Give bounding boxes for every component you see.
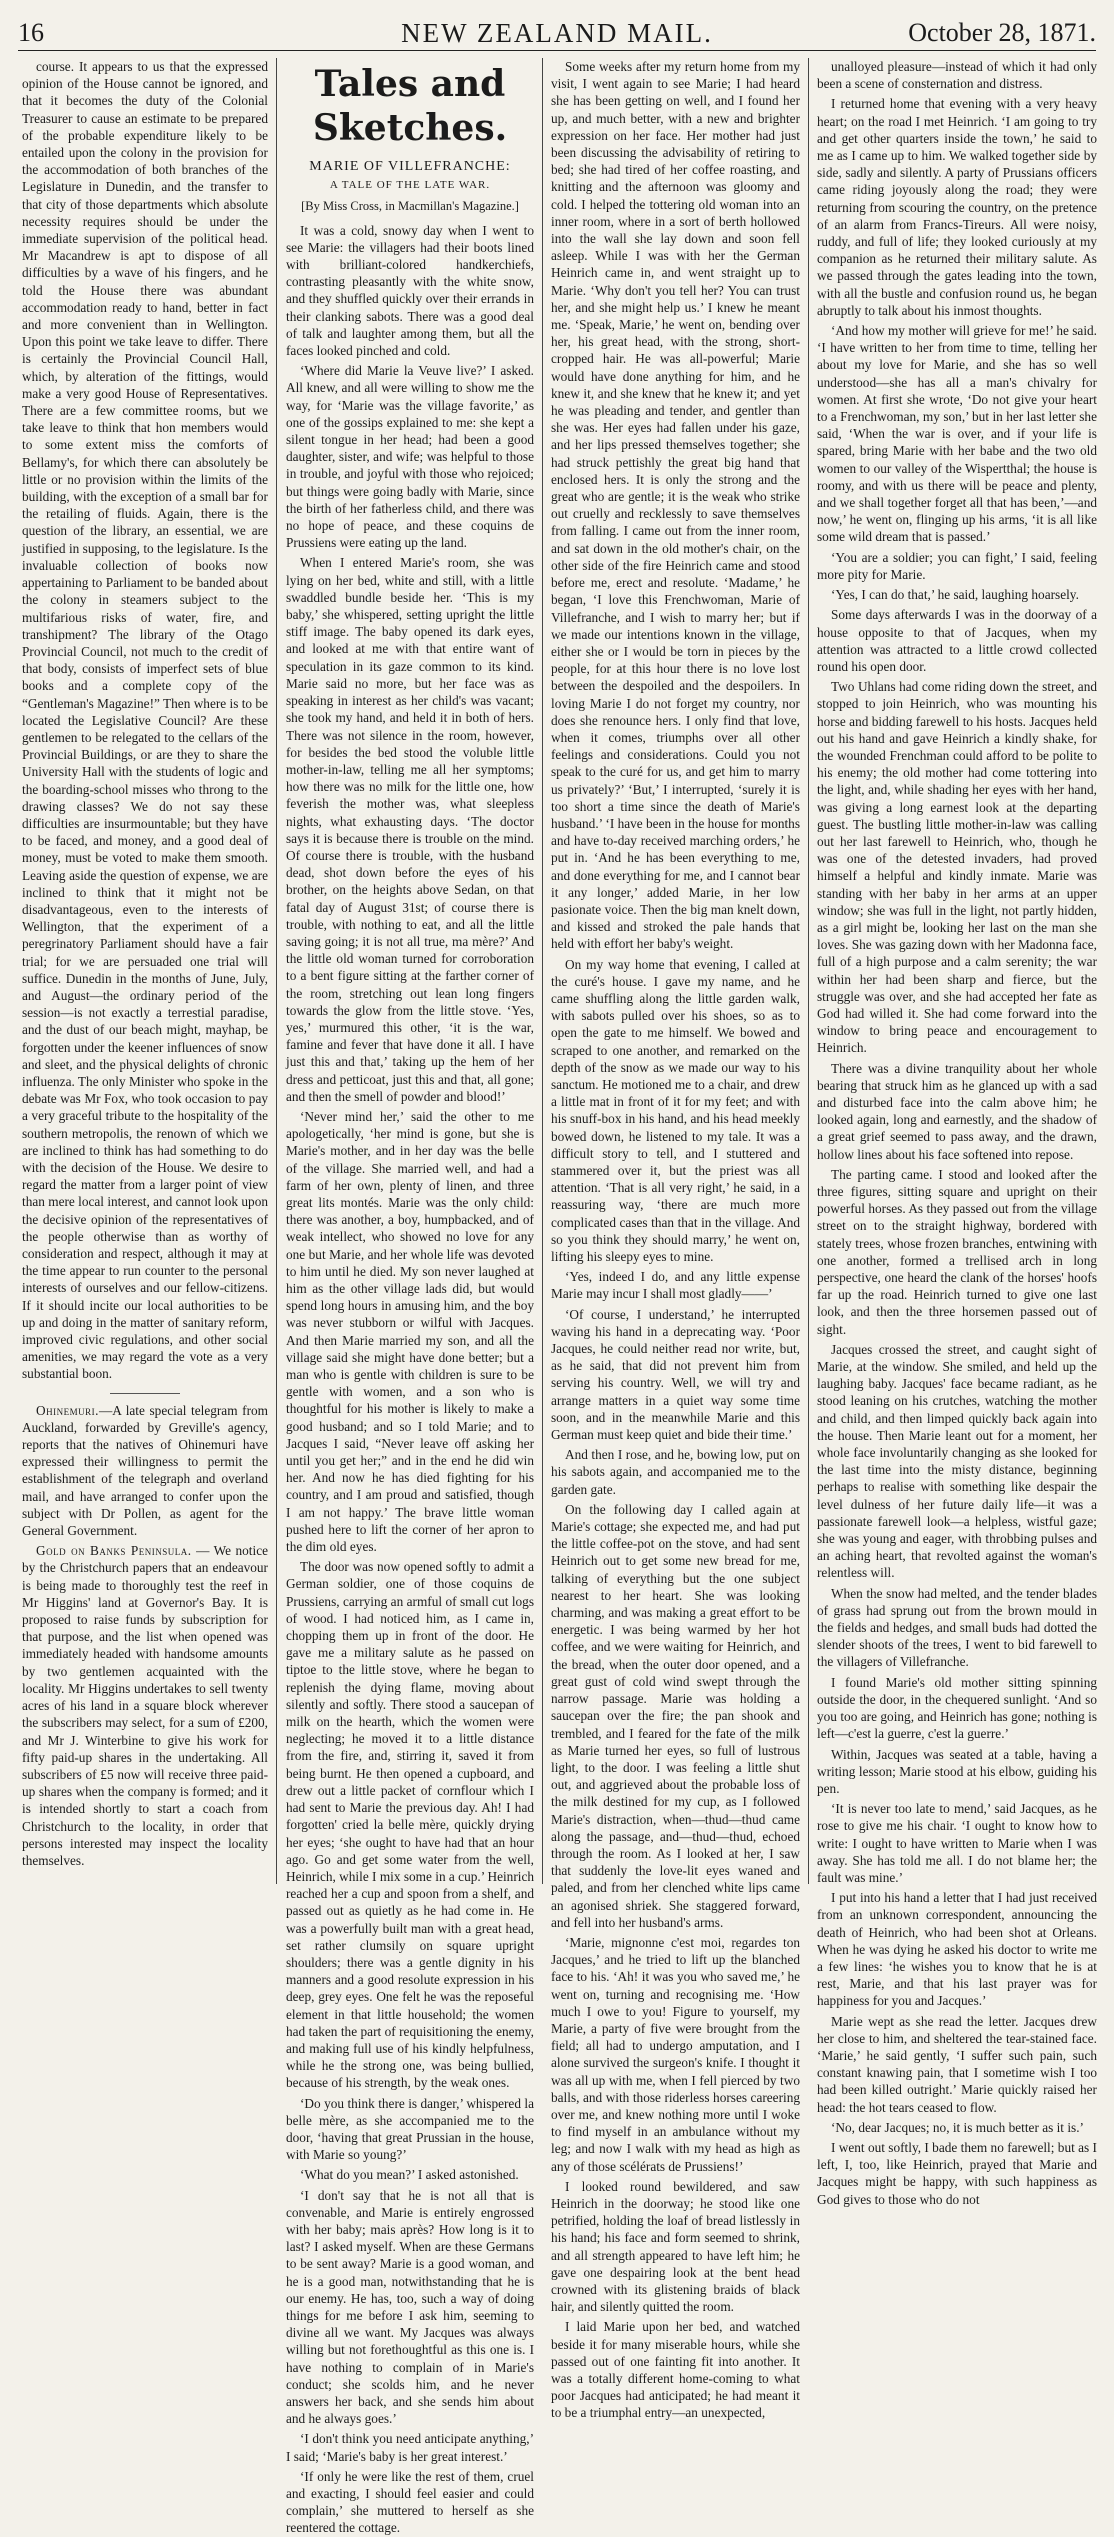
story-paragraph: ‘I don't say that he is not all that is convenable, and Marie is entirely engrossed with her baby; mais après? How long is it to last? I asked myself. When are these Germans to be sent away? Marie is a good woman, and he is a good man, notwithstanding that he is our enemy. He has, too, such a way of doing things for me before I ask him, seeming to divine all we want. My Jacques was always willing but not forethoughtful as this one is. I have nothing to complain of in Marie's conduct; she scolds him, and he never answers her back, and she sends him about and he always goes.’: [286, 2187, 534, 2427]
story-paragraph: When the snow had melted, and the tender blades of grass had sprung out from the brown mould in the fields and hedges, and small buds had dotted the slender shoots of the trees, I went to bid farewell to the villagers of Villefranche.: [817, 1585, 1097, 1670]
column-1: [22, 58, 268, 1884]
column-divider: [808, 58, 809, 1884]
story-paragraph: On the following day I called again at Marie's cottage; she expected me, and had put the little coffee-pot on the stove, and had sent Heinrich out to get some new bread for me, talking of everything but the one subject nearest to her heart. She was looking charming, and was making a great effort to be energetic. I was being warmed by her hot coffee, and we were waiting for Heinrich, and the bread, when the outer door opened, and a great gust of cold wind swept through the narrow passage. Marie was holding a saucepan over the fire; the pan shook and trembled, and I feared for the fate of the milk as Marie turned her eyes, so full of lustrous light, to the door. I was feeling a little shut out, and aggrieved about the probable loss of the milk destined for my cup, as I followed Marie's distraction, when—thud—thud came along the passage, and—thud—thud, echoed through the room. As I looked at her, I saw that suddenly the love-lit eyes waned and paled, and from her clenched white lips came an agonised shriek. She staggered forward, and fell into her husband's arms.: [551, 1501, 800, 1930]
column-divider: [276, 58, 277, 1884]
story-paragraph: Jacques crossed the street, and caught sight of Marie, at the window. She smiled, and held up the laughing baby. Jacques' face became radiant, as he stood leaning on his crutches, watching the mother and child, and then limped quickly back again into the house. Then Marie leant out for a moment, her whole face involuntarily changing as she looked for the last time into the misty distance, beginning perhaps to realise with something like despair the level dulness of her future daily life—it was a passionate farewell look—a helpless, wistful gaze; she was young and eager, with throbbing pulses and an aching heart, that revolted against the woman's relentless will.: [817, 1341, 1097, 1581]
item-text: — We notice by the Christchurch papers that an endeavour is being made to thoroughly test the reef in Mr Higgins' land at Governor's Bay. It is proposed to raise funds by subscription for that purpose, and the list when opened was immediately headed with handsome amounts by two gentlemen acquainted with the locality. Mr Higgins undertakes to sell twenty acres of his land in a square block wherever the subscribers may select, for a sum of £200, and Mr J. Winterbine to give his work for fifty paid-up shares in the undertaking. All subscribers of £5 now will receive three paid-up shares when the company is formed; and it is intended shortly to start a coach from Christchurch to the locality, in order that persons interested may inspect the locality themselves.: [22, 1543, 268, 1868]
story-subtitle: A TALE OF THE LATE WAR.: [329, 179, 491, 192]
story-paragraph: I put into his hand a letter that I had just received from an unknown correspondent, announcing the death of Heinrich, who had been shot at Orleans. When he was dying he asked his doctor to write me a few lines: ‘he wishes you to know that he is at rest, Marie, and that his last prayer was for happiness for you and Jacques.’: [817, 1890, 1097, 2009]
section-divider: [110, 1393, 180, 1394]
story-paragraph: I looked round bewildered, and saw Heinrich in the doorway; he stood like one petrified, holding the loaf of bread listlessly in his hand; his face and form seemed to shrink, and all strength appeared to have left him; he gave one despairing look at the bent head crowned with its glistening braids of black hair, and silently quitted the room.: [551, 2178, 800, 2315]
story-paragraph: ‘What do you mean?’ I asked astonished.: [300, 2167, 519, 2183]
story-paragraph: ‘And how my mother will grieve for me!’ he said. ‘I have written to her from time to time, telling her about my love for Marie, and she has so well understood—she has all a man's chivalry for women. At first she wrote, ‘Do not give your heart to a Frenchwoman, my son,’ but in her last letter she said, ‘When the war is over, and if your life is spared, bring Marie with her babe and the two old women to our valley of the Wispertthal; the house is roomy, and with us there will be peace and plenty, and we shall together forget all that has been,’—and now,’ he went on, flinging up his arms, ‘it is all like some wild dream that is passed.’: [817, 323, 1097, 545]
story-paragraph: I found Marie's old mother sitting spinning outside the door, in the chequered sunlight. ‘And so you too are going, and Heinrich has gone; nothing is left—c'est la guerre, c'est la guerre.’: [817, 1674, 1097, 1742]
story-paragraph: unalloyed pleasure—instead of which it had only been a scene of consternation and distress.: [817, 59, 1097, 92]
column-divider: [542, 58, 543, 1884]
story-paragraph: On my way home that evening, I called at the curé's house. I gave my name, and he came shuffling along the little garden walk, with sabots pulled over his shoes, so as to open the gate to me himself. We bowed and scraped to one another, and remarked on the depth of the snow as we made our way to his sanctum. He motioned me to a chair, and drew a little mat in front of it for my feet; and with his snuff-box in his hand, and his head meekly bowed down, he listened to my tale. It was a difficult story to tell, and I stuttered and stammered over it, but the priest was all attention. ‘That is all very right,’ he said, in a reassuring way, ‘there are much more complicated cases than that in the village. And so you think they should marry,’ he went on, lifting his sleepy eyes to mine.: [551, 956, 800, 1265]
story-paragraph: Marie wept as she read the letter. Jacques drew her close to him, and sheltered the tear-stained face. ‘Marie,’ he said gently, ‘I suffer such pain, such constant knawing pain, that I sometime wish I too had been killed outright.’ Marie quickly raised her head: the hot tears ceased to flow.: [817, 2013, 1097, 2115]
issue-date: October 28, 1871.: [908, 18, 1096, 47]
story-paragraph: The door was now opened softly to admit a German soldier, one of those coquins de Prussiens, carrying an armful of small cut logs of wood. I had noticed him, as I came in, chopping them up in front of the door. He gave me a military salute as he passed on tiptoe to the little stove, where he began to replenish the dying flame, moving about silently and softly. There stood a saucepan of milk on the hearth, which the women were neglecting; he moved it to a little distance from the fire, and, stirring it, saved it from being burnt. He then opened a cupboard, and drew out a little packet of cornflour which I had sent to Marie the previous day. Ah! I had forgotten' cried la belle mère, quickly drying her eyes; ‘she ought to have had that an hour ago. Go and get some water from the well, Heinrich, while I mix some in a cup.’ Heinrich reached her a cup and spoon from a shelf, and passed out as quietly as he had come in. He was a powerfully built man with a great head, set rather clumsily on square upright shoulders; there was a gentle dignity in his manners and a good resolute expression in his deep, grey eyes. One felt he was the reposeful element in that little household; the women had taken the part of requisitioning the enemy, and making full use of his kindly helpfulness, while he the strong one, was being bullied, because of his strength, by the weak ones.: [286, 1559, 534, 2091]
story-paragraph: ‘Where did Marie la Veuve live?’ I asked. All knew, and all were willing to show me the way, for ‘Marie was the village favorite,’ as one of the gossips explained to me: she kept a silent tongue in her head; had been a good daughter, sister, and wife; was helpful to those in trouble, and joyful with those who rejoiced; but things were going badly with Marie, since the birth of her fatherless child, and there was no hope of peace, and these coquins de Prussiens were eating up the land.: [286, 363, 534, 551]
story-paragraph: The parting came. I stood and looked after the three figures, sitting square and upright on their powerful horses. As they passed out from the village street on to the straight highway, bordered with stately trees, whose frozen branches, entwining with one another, formed a trellised arch in long perspective, one heard the clank of the horses' hoofs far up the road. Heinrich turned to give one last look, and then the three horsemen passed out of sight.: [817, 1166, 1097, 1337]
story-paragraph: Within, Jacques was seated at a table, having a writing lesson; Marie stood at his elbow, guiding his pen.: [817, 1746, 1097, 1796]
story-paragraph: It was a cold, snowy day when I went to see Marie: the villagers had their boots lined with brilliant-colored handkerchiefs, contrasting pleasantly with the white snow, and they shuffled quickly over their errands in their clanking sabots. There was a good deal of talk and laughter among them, but all the faces looked pinched and cold.: [286, 222, 534, 359]
story-paragraph: ‘Marie, mignonne c'est moi, regardes ton Jacques,’ and he tried to lift up the blanched face to his. ‘Ah! it was you who saved me,’ he went on, turning and recognising me. ‘How much I owe to you! Figure to yourself, my Marie, a party of five were brought from the field; all had to undergo amputation, and I alone survived the surgeon's knife. I thought it was all up with me, when I fell pierced by two balls, and with those riderless horses careering over me, and knew nothing more until I woke to find myself in an ambulance without my leg; and now I walk with my head as high as any of those scélérats de Prussiens!’: [551, 1934, 800, 2174]
story-paragraph: Some weeks after my return home from my visit, I went again to see Marie; I had heard she has been getting on well, and I found her up, and much better, with a new and brighter expression on her face. Her mother had just been discussing the advisability of retiring to bed; she had tired of her coffee roasting, and knitting and the afternoon was gloomy and cold. I helped the tottering old woman into an inner room, where in a sort of berth hollowed into the wall she lay down and soon fell asleep. While I was with her the German Heinrich came in, and went straight up to Marie. ‘Why don't you tell her? You can trust her, and she might help us.’ I knew he meant me. ‘Speak, Marie,’ he went on, bending over her, his great head, with the strong, short-cropped hair. He was all-powerful; Marie would have done anything for him, and he knew it, and she knew that he knew it; and yet he was pleading and tender, and gentler than she was. Her eyes had fallen under his gaze, and her lips pressed themselves together; she had struck pettishly the great big hand that enclosed hers. It is only the strong and the great who are gentle; it is the weak who strike out cruelly and recklessly to save themselves from falling. I came out from the inner room, and sat down in the old mother's chair, on the other side of the fire Heinrich came and stood before me, erect and resolute. ‘Madame,’ he began, ‘I love this Frenchwoman, Marie of Villefranche, and I wish to marry her; but if we made our intentions known in the village, either she or I would be torn in pieces by the people, for at this hour there is no love lost between the despoiled and the despoilers. In loving Marie I do not forget my country, nor does she renounce hers. I only find that love, when it comes, triumphs over all other feelings and considerations. Could you not speak to the curé for us, and get him to marry us privately?’ ‘But,’ I interrupted, ‘surely it is too short a time since the death of Marie's husband.’ ‘I have been in the house for months and have to-day received marching orders,’ he put in. ‘And he has been everything to me, and done everything for me, and I cannot bear it any longer,’ added Marie, in her low pasionate voice. Then the big man knelt down, and kissed and stroked the pale hands that held with effort her baby's weight.: [551, 59, 801, 952]
paper-name: NEW ZEALAND MAIL.: [401, 18, 713, 48]
story-paragraph: Some days afterwards I was in the doorway of a house opposite to that of Jacques, when my attention was attracted to a little crowd collected round his open door.: [817, 607, 1097, 674]
story-paragraph: ‘Never mind her,’ said the other to me apologetically, ‘her mind is gone, but she is Marie's mother, and in her day was the belle of the village. She married well, and had a farm of her own, plenty of linen, and three great lits montés. Marie was the only child: there was another, a boy, humpbacked, and of weak intellect, who showed no love for any one but Marie, and her whole life was devoted to him until he died. My son never laughed at him as the other village lads did, but would spend long hours in amusing him, and the boy was never stubborn or wilful with Jacques. And then Marie married my son, and all the village said she might have done better; but a man who is gentle with children is sure to be gentle with women, and a son who is thoughtful for his mother is likely to make a good husband; and so I told Marie; and to Jacques I said, “Never leave off asking her until you get her;” and in the end he did win her. And now he has died fighting for his country, and I am proud and satisfied, though I am not happy.’ The brave little woman pushed here to lift the corner of her apron to the dim old eyes.: [286, 1108, 534, 1555]
story-paragraph: ‘I don't think you need anticipate anything,’ I said; ‘Marie's baby is her great interest.’: [286, 2431, 534, 2464]
item-lead: Ohinemuri.: [36, 1402, 99, 1418]
story-paragraph: ‘You are a soldier; you can fight,’ I said, feeling more pity for Marie.: [817, 549, 1097, 582]
masthead-rule: [18, 50, 1096, 51]
story-title: MARIE OF VILLEFRANCHE:: [309, 159, 511, 174]
story-paragraph: I laid Marie upon her bed, and watched beside it for many miserable hours, while she passed out of one fainting fit into another. It was a totally different home-coming to what poor Jacques had anticipated; he had meant it to be a triumphal entry—an unexpected,: [551, 2319, 800, 2421]
column-4: [817, 58, 1097, 2207]
story-paragraph: ‘No, dear Jacques; no, it is much better as it is.’: [831, 2119, 1084, 2135]
story-paragraph: There was a divine tranquility about her whole bearing that struck him as he glanced up with a sad and disturbed face into the calm above him; he looked again, long and earnestly, and the shadow of a great grief seemed to pass away, and the drawn, hollow lines about his face softened into repose.: [817, 1060, 1097, 1162]
column-3: [551, 58, 801, 2421]
story-paragraph: Two Uhlans had come riding down the street, and stopped to join Heinrich, who was mounting his horse and bidding farewell to his hosts. Jacques held out his hand and gave Heinrich a kindly shake, for the wounded Frenchman could afford to be polite to his enemy; the old mother had come tottering into the light, and, while shading her eyes with her hand, was giving a long earnest look at the departing guest. The bustling little mother-in-law was calling out her last farewell to Heinrich, who, though he was one of the detested invaders, had proved himself a helpful and kindly inmate. Marie was standing with her baby in her arms at an upper window; she was full in the light, not partly hidden, as a girl might be, looking her last on the man she loves. She was gazing down with her Madonna face, full of a high purpose and a calm serenity; the war within her had been sharp and fierce, but the struggle was over, and she had accepted her fate as God had willed it. She had come forward into the window to bring peace and encouragement to Heinrich.: [817, 679, 1097, 1056]
item-lead: Gold on Banks Peninsula.: [36, 1543, 192, 1559]
story-paragraph: I went out softly, I bade them no farewell; but as I left, I, too, like Heinrich, prayed that Marie and Jacques might be happy, with such happiness as God gives to those who do not: [817, 2139, 1097, 2207]
section-heading: Tales and Sketches.: [312, 63, 508, 149]
column-2: [286, 58, 534, 2536]
story-paragraph: ‘Yes, indeed I do, and any little expense Marie may incur I shall most gladly——’: [551, 1269, 800, 1302]
story-paragraph: When I entered Marie's room, she was lying on her bed, white and still, with a little swaddled bundle beside her. ‘This is my baby,’ she whispered, setting upright the little stiff image. The baby opened its dark eyes, and looked at me with that entire want of speculation in its gaze common to its kind. Marie said no more, but her face was as speaking in interest as her child's was vacant; she took my hand, and held it in both of hers. There was not silence in the room, however, for besides the bed stood the voluble little mother-in-law, telling me all her symptoms; how there was no milk for the little one, how feverish the mother was, what sleepless nights, what exhausting days. ‘The doctor says it is because there is trouble on the mind. Of course there is trouble, with the husband dead, shot down before the eyes of his brother, on the heights above Sedan, on that fatal day of August 31st; of course there is trouble, with nothing to eat, and all the little saving going; it is not all true, ma mère?’ And the little old woman turned for corroboration to a bent figure sitting at the farther corner of the room, stretching out lean long fingers towards the glow from the little stove. ‘Yes, yes,’ murmured this other, ‘it is the war, famine and fever that have done it all. I have just this and that,’ taking up the hem of her dress and petticoat, just this and that, all gone; and then the smell of powder and blood!’: [286, 555, 534, 1104]
story-paragraph: ‘It is never too late to mend,’ said Jacques, as he rose to give me his chair. ‘I ought to know how to write: I ought to have written to Marie when I was away. She has told me all. I do not blame her; the fault was mine.’: [817, 1801, 1097, 1885]
masthead: [18, 14, 1096, 48]
story-paragraph: ‘Yes, I can do that,’ he said, laughing hoarsely.: [831, 587, 1079, 603]
article-paragraph: course. It appears to us that the expressed opinion of the House cannot be ignored, and that it becomes the duty of the Colonial Treasurer to cause an estimate to be prepared of the probable expenditure likely to be entailed upon the colony in the provision for the accommodation of both branches of the Legislature in Dunedin, and the transfer to that city of those departments which absolute necessity requires should be under the immediate supervision of the political head. Mr Macandrew is apt to dispose of all difficulties by a wave of his fingers, and he told the House there was abundant accommodation ready to hand, better in fact and more convenient than in Wellington. Upon this point we take leave to differ. There is certainly the Provincial Council Hall, which, by alteration of the fittings, would make a very good House of Representatives. There are a few committee rooms, but we take leave to think that hon members would to some extent miss the comforts of Bellamy's, for which there can absolutely be little or no provision within the limits of the building, with the exception of a small bar for the retailing of fluids. Again, there is the question of the library, an essential, we are justified in supposing, to the legislature. Is the invaluable collection of books now appertaining to Parliament to be banded about the colony in steamers subject to the multifarious risks of water, fire, and transhipment? The library of the Otago Provincial Council, not much to the credit of that body, consists of imperfect sets of blue books and a complete copy of the “Gentleman's Magazine!” Then where is to be located the Legislative Council? Are these gentlemen to be relegated to the cellars of the Provincial Buildings, or are they to share the University Hall with the students of logic and the boarding-school misses who throng to the drawing classes? We do not say these difficulties are insurmountable; but they have to be faced, and money, and a good deal of money, must be voted to make them smooth. Leaving aside the question of expense, we are inclined to think that it might not be disadvantageous, even to the interests of Wellington, that the experiment of a peregrinatory Parliament should have a fair trial; for we are persuaded one trial will suffice. Dunedin in the months of June, July, and August—the ordinary period of the session—is not exactly a terrestial paradise, and the dust of our beach might, mayhap, be forgotten under the keener influences of snow and sleet, and the physical delights of chronic influenza. The only Minister who spoke in the debate was Mr Fox, who took occasion to pay a very graceful tribute to the hospitality of the southern metropolis, the renown of which we are inclined to think has had something to do with the decision of the House. We desire to regard the matter from a larger point of view than mere local interest, and cannot look upon the decisive opinion of the representatives of the people otherwise than as worthy of consideration and respect, although it may at the time appear to run counter to the personal interests of ourselves and our fellow-citizens. If it should incite our local authorities to be up and doing in the matter of sanitary reform, improved civic regulations, and other social amenities, we may regard the vote as a very substantial boon.: [22, 59, 268, 1382]
story-paragraph: I returned home that evening with a very heavy heart; on the road I met Heinrich. ‘I am going to try and get other quarters inside the town,’ he said to me as I came up to him. We walked together side by side, sadly and silently. A party of Prussians officers came riding joyously along the road; they were returning from scouring the country, on the pretence of an alarm from Francs-Tireurs. All were noisy, ruddy, and full of life; they looked curiously at my companion as he returned their military salute. As we passed through the gates leading into the town, with all the bustle and confusion round us, he began abruptly to talk about his inmost thoughts.: [817, 96, 1097, 318]
item-text: —A late special telegram from Auckland, forwarded by Greville's agency, reports that the natives of Ohinemuri have expressed their willingness to permit the establishment of the telegraph and overland mail, and have arranged to confer upon the subject with Dr Pollen, as agent for the General Government.: [22, 1402, 268, 1539]
story-byline: [By Miss Cross, in Macmillan's Magazine.]: [301, 199, 519, 214]
ohinemuri-item: [22, 1402, 268, 1540]
story-paragraph: ‘Of course, I understand,’ he interrupted waving his hand in a deprecating way. ‘Poor Jacques, he could neither read nor write, but, as he said, that did not prevent him from serving his country. Well, we will try and arrange matters in a quiet way some time soon, and in the meanwhile Marie and this German must keep quiet and bide their time.’: [551, 1306, 800, 1443]
page-number: 16: [18, 18, 44, 47]
story-paragraph: ‘If only he were like the rest of them, cruel and exacting, I should feel easier and could complain,’ she muttered to herself as she reentered the cottage.: [286, 2468, 534, 2536]
story-paragraph: ‘Do you think there is danger,’ whispered la belle mère, as she accompanied me to the door, ‘having that great Prussian in the house, with Marie so young?’: [286, 2095, 534, 2163]
story-paragraph: And then I rose, and he, bowing low, put on his sabots again, and accompanied me to the garden gate.: [551, 1447, 800, 1497]
gold-item: [22, 1542, 268, 1869]
